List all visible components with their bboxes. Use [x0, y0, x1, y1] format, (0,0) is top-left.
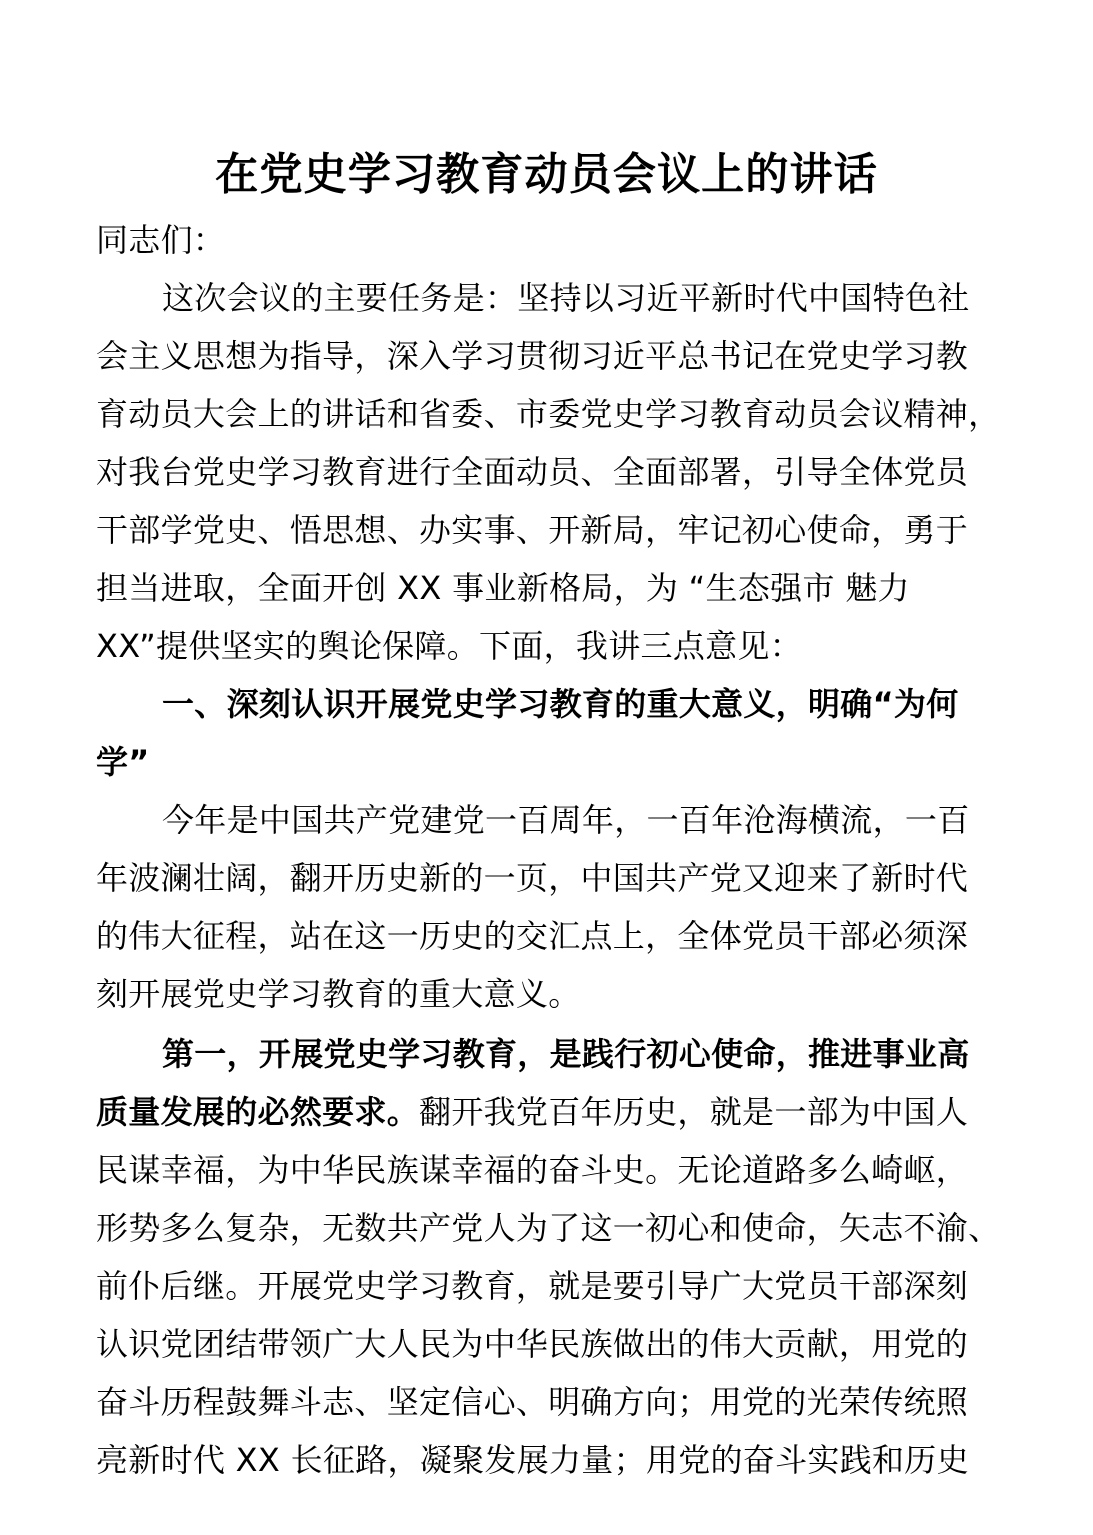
subsection-heading-end: 质量发展的必然要求。 [96, 1093, 420, 1131]
paragraph-line: 这次会议的主要任务是：坚持以习近平新时代中国特色社 [162, 279, 970, 317]
paragraph-line: 育动员大会上的讲话和省委、市委党史学习教育动员会议精神， [96, 395, 1001, 433]
paragraph-line: 奋斗历程鼓舞斗志、坚定信心、明确方向；用党的光荣传统照 [96, 1383, 969, 1421]
paragraph-line: 形势多么复杂，无数共产党人为了这一初心和使命，矢志不渝、 [96, 1209, 1001, 1247]
paragraph-line: 民谋幸福，为中华民族谋幸福的奋斗史。无论道路多么崎岖， [96, 1151, 969, 1189]
paragraph-text: 翻开我党百年历史，就是一部为中国人 [419, 1093, 969, 1131]
paragraph-line: 对我台党史学习教育进行全面动员、全面部署，引导全体党员 [96, 453, 969, 491]
paragraph-line: 亮新时代 XX 长征路，凝聚发展力量；用党的奋斗实践和历史 [96, 1441, 969, 1479]
paragraph-line: 会主义思想为指导，深入学习贯彻习近平总书记在党史学习教 [96, 337, 969, 375]
section-heading: 学” [96, 743, 150, 781]
paragraph-line: XX”提供坚实的舆论保障。下面，我讲三点意见： [96, 627, 803, 665]
section-heading: 一、深刻认识开展党史学习教育的重大意义，明确“为何 [162, 685, 959, 723]
paragraph-line [96, 1091, 968, 1133]
paragraph-line: 干部学党史、悟思想、办实事、开新局，牢记初心使命，勇于 [96, 511, 969, 549]
paragraph-line: 刻开展党史学习教育的重大意义。 [96, 975, 581, 1013]
subsection-heading: 第一，开展党史学习教育，是践行初心使命，推进事业高 [162, 1035, 970, 1073]
paragraph-line: 年波澜壮阔，翻开历史新的一页，中国共产党又迎来了新时代 [96, 859, 969, 897]
paragraph-line: 认识党团结带领广大人民为中华民族做出的伟大贡献，用党的 [96, 1325, 969, 1363]
document-title: 在党史学习教育动员会议上的讲话 [215, 149, 878, 200]
salutation: 同志们： [96, 221, 226, 259]
paragraph-line: 今年是中国共产党建党一百周年，一百年沧海横流，一百 [162, 801, 970, 839]
paragraph-line: 前仆后继。开展党史学习教育，就是要引导广大党员干部深刻 [96, 1267, 969, 1305]
paragraph-line: 的伟大征程，站在这一历史的交汇点上，全体党员干部必须深 [96, 917, 969, 955]
paragraph-line: 担当进取，全面开创 XX 事业新格局，为 “生态强市 魅力 [96, 569, 910, 607]
